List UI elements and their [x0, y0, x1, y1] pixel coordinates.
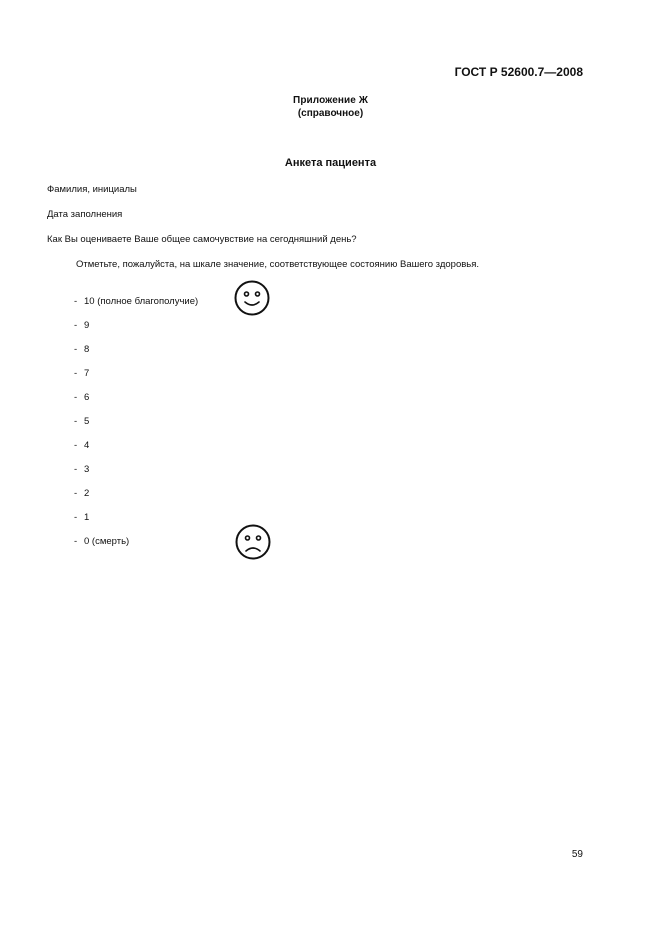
form-title: Анкета пациента [284, 157, 377, 169]
list-dash: - [74, 536, 78, 547]
list-dash: - [74, 344, 78, 355]
scale-item-1[interactable] [74, 512, 198, 536]
scale-label: 0 (смерть) [84, 536, 130, 547]
date-field-label: Дата заполнения [47, 209, 123, 220]
scale-item-7[interactable] [74, 368, 198, 392]
name-field-label: Фамилия, инициалы [47, 184, 137, 195]
scale-label: 4 [84, 440, 90, 451]
appendix-title: Приложение Ж [293, 95, 368, 106]
list-dash: - [74, 296, 78, 307]
document-code: ГОСТ Р 52600.7—2008 [454, 65, 583, 79]
scale-label: 1 [84, 512, 90, 523]
scale-label: 5 [84, 416, 90, 427]
list-dash: - [74, 392, 78, 403]
list-dash: - [74, 512, 78, 523]
smiling-face-icon [234, 280, 270, 316]
list-dash: - [74, 488, 78, 499]
scale-label: 6 [84, 392, 90, 403]
scale-item-0[interactable] [74, 536, 198, 560]
list-dash: - [74, 440, 78, 451]
scale-label: 2 [84, 488, 90, 499]
list-dash: - [74, 416, 78, 427]
scale-label: 10 (полное благополучие) [84, 296, 199, 307]
question-text: Как Вы оцениваете Ваше общее самочувствие на сегодняшний день? [47, 234, 357, 245]
scale-label: 3 [84, 464, 90, 475]
scale-item-10[interactable] [74, 296, 198, 320]
scale-item-6[interactable] [74, 392, 198, 416]
scale-item-4[interactable] [74, 440, 198, 464]
scale-label: 7 [84, 368, 90, 379]
scale-label: 8 [84, 344, 90, 355]
list-dash: - [74, 464, 78, 475]
scale-item-3[interactable] [74, 464, 198, 488]
scale-item-9[interactable] [74, 320, 198, 344]
scale-item-2[interactable] [74, 488, 198, 512]
page-number: 59 [571, 849, 583, 860]
wellbeing-scale [74, 296, 198, 560]
scale-item-5[interactable] [74, 416, 198, 440]
appendix-subtitle: (справочное) [297, 108, 364, 119]
scale-label: 9 [84, 320, 90, 331]
list-dash: - [74, 320, 78, 331]
instruction-text: Отметьте, пожалуйста, на шкале значение, соответствующее состоянию Вашего здоровья. [76, 259, 480, 270]
sad-face-icon [235, 524, 271, 560]
scale-item-8[interactable] [74, 344, 198, 368]
list-dash: - [74, 368, 78, 379]
